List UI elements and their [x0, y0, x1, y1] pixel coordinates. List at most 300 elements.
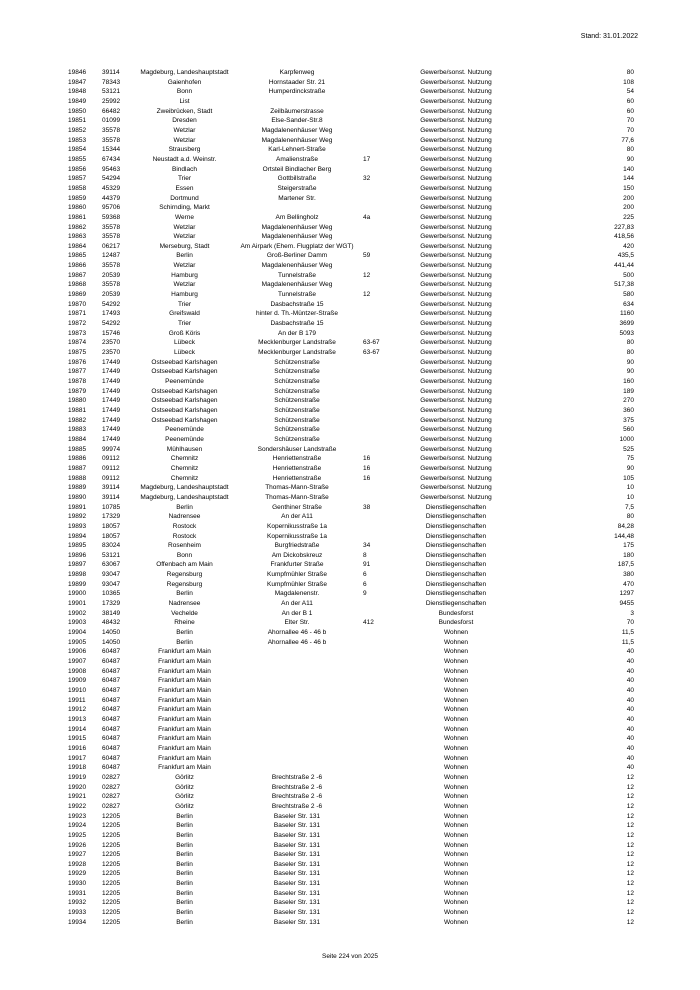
cell-area-value: 10	[626, 484, 634, 492]
cell-city: Frankfurt am Main	[158, 677, 211, 685]
cell-city: Chemnitz	[170, 455, 199, 463]
cell-street: Dasbachstraße 15	[270, 300, 324, 308]
cell-street: Kumpfmühler Straße	[267, 580, 327, 588]
cell-street: Baseler Str. 131	[273, 870, 321, 878]
cell-area-value: 189	[623, 387, 634, 395]
table-row	[68, 319, 636, 329]
cell-city: Rheine	[174, 619, 195, 627]
cell-row-id: 19892	[68, 513, 87, 521]
table-row	[68, 638, 636, 648]
table-row	[68, 232, 636, 242]
cell-area-value: 12	[626, 918, 634, 926]
cell-row-id: 19917	[68, 754, 87, 762]
cell-street: Schützenstraße	[274, 387, 320, 395]
table-row	[68, 358, 636, 368]
cell-postal-code: 12205	[102, 841, 121, 849]
cell-house-number	[357, 223, 401, 233]
cell-area-value: 160	[623, 378, 634, 385]
cell-house-number	[357, 792, 401, 802]
cell-city: Ostseebad Karlshagen	[151, 358, 218, 366]
table-row	[68, 676, 636, 686]
cell-row-id: 19882	[68, 416, 87, 424]
cell-postal-code: 59368	[102, 213, 121, 221]
table-row	[68, 918, 636, 928]
table-row	[68, 396, 636, 406]
cell-row-id: 19921	[68, 793, 87, 801]
cell-row-id: 19886	[68, 455, 87, 463]
cell-postal-code: 20539	[102, 271, 121, 279]
cell-street: Thomas-Mann-Straße	[265, 484, 329, 492]
table-row	[68, 570, 636, 580]
cell-area-value: 40	[626, 764, 634, 772]
cell-house-number	[357, 203, 401, 213]
cell-house-number	[357, 715, 401, 725]
property-table	[68, 68, 636, 927]
cell-area-value: 12	[626, 812, 634, 820]
cell-house-number	[357, 609, 401, 619]
cell-usage-type: Dienstliegenschaften	[425, 551, 487, 559]
table-row	[68, 406, 636, 416]
cell-area-value: 12	[626, 822, 634, 830]
cell-street: Tunnelstraße	[277, 291, 317, 299]
table-row	[68, 78, 636, 88]
table-row	[68, 493, 636, 503]
table-row	[68, 522, 636, 532]
cell-usage-type: Dienstliegenschaften	[425, 522, 487, 530]
cell-area-value: 12	[626, 841, 634, 849]
cell-postal-code: 60487	[102, 725, 121, 733]
cell-house-number	[357, 68, 401, 78]
table-row	[68, 483, 636, 493]
cell-house-number	[357, 184, 401, 194]
cell-usage-type: Gewerbe/sonst. Nutzung	[420, 97, 492, 105]
cell-postal-code: 35578	[102, 136, 121, 144]
cell-street: Magdalenenhäuser Weg	[261, 126, 333, 134]
cell-postal-code: 10365	[102, 590, 121, 598]
cell-usage-type: Wohnen	[443, 918, 469, 926]
cell-area-value: 7,5	[624, 503, 634, 511]
table-row	[68, 734, 636, 744]
table-row	[68, 107, 636, 117]
cell-row-id: 19918	[68, 764, 87, 772]
cell-area-value: 54	[626, 88, 634, 96]
cell-city: Ostseebad Karlshagen	[151, 406, 218, 414]
cell-city: Berlin	[176, 851, 193, 859]
cell-row-id: 19909	[68, 677, 87, 685]
cell-usage-type: Wohnen	[443, 831, 469, 839]
cell-area-value: 80	[626, 339, 634, 347]
cell-postal-code: 17449	[102, 406, 121, 414]
cell-city: Peenemünde	[165, 378, 204, 385]
cell-house-number	[357, 686, 401, 696]
cell-row-id: 19910	[68, 687, 87, 694]
cell-house-number	[357, 416, 401, 426]
cell-row-id: 19915	[68, 735, 87, 743]
cell-usage-type: Bundesforst	[438, 619, 474, 627]
cell-postal-code: 53121	[102, 551, 121, 559]
cell-postal-code: 17329	[102, 600, 121, 608]
stand-date: Stand: 31.01.2022	[580, 33, 638, 40]
cell-row-id: 19858	[68, 184, 87, 192]
cell-house-number	[357, 300, 401, 310]
table-row	[68, 773, 636, 783]
cell-postal-code: 17329	[102, 513, 121, 521]
cell-area-value: 77,6	[621, 136, 634, 144]
cell-usage-type: Gewerbe/sonst. Nutzung	[420, 88, 492, 96]
cell-area-value: 40	[626, 658, 634, 666]
cell-postal-code: 60487	[102, 687, 121, 694]
cell-row-id: 19920	[68, 783, 87, 791]
cell-usage-type: Wohnen	[443, 880, 469, 888]
cell-house-number: 91	[363, 561, 371, 569]
cell-area-value: 418,56	[614, 233, 634, 241]
cell-usage-type: Gewerbe/sonst. Nutzung	[420, 165, 492, 173]
cell-city: Lübeck	[174, 339, 195, 347]
table-row	[68, 831, 636, 841]
cell-row-id: 19866	[68, 262, 87, 270]
cell-area-value: 1297	[619, 590, 634, 598]
cell-row-id: 19859	[68, 194, 87, 202]
cell-street: Schützenstraße	[274, 435, 320, 443]
cell-street: Baseler Str. 131	[273, 860, 321, 868]
cell-city: Berlin	[176, 812, 193, 820]
table-body	[68, 68, 636, 927]
cell-house-number: 38	[363, 503, 371, 511]
cell-city: Görlitz	[175, 783, 194, 791]
cell-street: Baseler Str. 131	[273, 851, 321, 859]
cell-street: Kopernikusstraße 1a	[267, 532, 327, 540]
cell-house-number: 17	[363, 155, 371, 163]
cell-street	[237, 203, 357, 213]
cell-row-id: 19911	[68, 696, 86, 704]
cell-row-id: 19887	[68, 464, 87, 472]
cell-postal-code: 23570	[102, 349, 121, 357]
cell-city: Hamburg	[171, 291, 198, 299]
cell-usage-type: Gewerbe/sonst. Nutzung	[420, 175, 492, 183]
cell-row-id: 19876	[68, 358, 87, 366]
cell-row-id: 19851	[68, 117, 87, 125]
cell-postal-code: 95706	[102, 204, 121, 212]
cell-usage-type: Wohnen	[443, 802, 469, 810]
cell-usage-type: Dienstliegenschaften	[425, 513, 487, 521]
cell-row-id: 19895	[68, 542, 87, 550]
cell-area-value: 634	[623, 300, 634, 308]
cell-postal-code: 17449	[102, 416, 121, 424]
cell-city: Frankfurt am Main	[158, 754, 211, 762]
cell-city: Berlin	[176, 918, 193, 926]
cell-house-number	[357, 898, 401, 908]
cell-street: Henriettenstraße	[272, 474, 322, 482]
page-number: Seite 224 von 2025	[321, 953, 379, 960]
cell-usage-type: Wohnen	[443, 783, 469, 791]
table-row	[68, 348, 636, 358]
cell-postal-code: 17449	[102, 358, 121, 366]
cell-usage-type: Wohnen	[443, 735, 469, 743]
cell-row-id: 19870	[68, 300, 87, 308]
cell-usage-type: Wohnen	[443, 667, 469, 675]
cell-row-id: 19889	[68, 484, 87, 492]
cell-row-id: 19904	[68, 629, 87, 637]
cell-city: Greifswald	[169, 310, 200, 318]
cell-street: Henriettenstraße	[272, 455, 322, 463]
cell-city: Frankfurt am Main	[158, 667, 211, 675]
table-row	[68, 512, 636, 522]
cell-postal-code: 35578	[102, 126, 121, 134]
cell-postal-code: 02827	[102, 783, 121, 791]
cell-row-id: 19862	[68, 223, 87, 231]
cell-row-id: 19908	[68, 667, 87, 675]
cell-street: Frankfurter Straße	[270, 561, 324, 569]
cell-area-value: 375	[623, 416, 634, 424]
cell-house-number	[357, 696, 401, 706]
cell-usage-type: Wohnen	[443, 841, 469, 849]
cell-house-number	[357, 734, 401, 744]
table-row	[68, 136, 636, 146]
cell-postal-code: 01099	[102, 117, 121, 125]
cell-row-id: 19929	[68, 870, 87, 878]
cell-usage-type: Wohnen	[443, 629, 469, 637]
cell-street: Brechtstraße 2 -6	[271, 783, 323, 791]
cell-house-number: 16	[363, 464, 371, 472]
cell-postal-code: 17449	[102, 426, 121, 434]
cell-postal-code: 15344	[102, 146, 121, 154]
cell-street: Schützenstraße	[274, 416, 320, 424]
cell-postal-code: 23570	[102, 339, 121, 347]
cell-house-number	[357, 802, 401, 812]
cell-street	[237, 763, 357, 773]
cell-postal-code: 20539	[102, 291, 121, 299]
cell-house-number: 59	[363, 252, 371, 260]
cell-area-value: 144,48	[614, 532, 634, 540]
cell-house-number	[357, 78, 401, 88]
cell-street: Am Airpark (Ehem. Flugplatz der WGT)	[240, 242, 354, 250]
table-row	[68, 802, 636, 812]
cell-city: Trier	[177, 300, 192, 308]
table-row	[68, 812, 636, 822]
cell-postal-code: 02827	[102, 773, 121, 781]
cell-street: Schützenstraße	[274, 406, 320, 414]
cell-row-id: 19861	[68, 213, 87, 221]
cell-city: Vechelde	[171, 609, 198, 617]
cell-row-id: 19896	[68, 551, 87, 559]
cell-area-value: 40	[626, 696, 634, 704]
cell-row-id: 19897	[68, 561, 87, 569]
cell-area-value: 90	[626, 155, 634, 163]
cell-house-number	[357, 396, 401, 406]
cell-area-value: 80	[626, 349, 634, 357]
cell-postal-code: 12205	[102, 851, 121, 859]
cell-city: Magdeburg, Landeshauptstadt	[140, 69, 229, 76]
cell-house-number	[357, 676, 401, 686]
cell-house-number	[357, 406, 401, 416]
cell-city: Peenemünde	[165, 435, 204, 443]
cell-usage-type: Gewerbe/sonst. Nutzung	[420, 349, 492, 357]
cell-area-value: 3	[630, 609, 634, 617]
cell-city: Wetzlar	[173, 223, 196, 231]
cell-row-id: 19856	[68, 165, 87, 173]
cell-row-id: 19900	[68, 590, 87, 598]
cell-street: Magdalenenhäuser Weg	[261, 281, 333, 289]
cell-usage-type: Wohnen	[443, 715, 469, 723]
cell-house-number	[357, 319, 401, 329]
cell-street: Sondershäuser Landstraße	[257, 445, 337, 453]
cell-usage-type: Gewerbe/sonst. Nutzung	[420, 455, 492, 463]
cell-house-number	[357, 377, 401, 387]
cell-postal-code: 12205	[102, 880, 121, 888]
cell-city: Berlin	[176, 590, 193, 598]
cell-row-id: 19931	[68, 889, 87, 897]
cell-row-id: 19847	[68, 78, 87, 86]
cell-city: Wetzlar	[173, 136, 196, 144]
cell-postal-code: 60487	[102, 706, 121, 714]
cell-postal-code: 54292	[102, 300, 121, 308]
table-row	[68, 580, 636, 590]
cell-area-value: 525	[623, 445, 634, 453]
cell-usage-type: Gewerbe/sonst. Nutzung	[420, 271, 492, 279]
cell-street: Magdalenenhäuser Weg	[261, 136, 333, 144]
cell-usage-type: Gewerbe/sonst. Nutzung	[420, 194, 492, 202]
cell-house-number: 12	[363, 291, 371, 299]
cell-area-value: 40	[626, 744, 634, 752]
cell-street	[237, 715, 357, 725]
cell-street: Ahornallee 46 - 46 b	[267, 629, 327, 637]
cell-city: Regensburg	[166, 580, 203, 588]
cell-city: Lübeck	[174, 349, 195, 357]
cell-house-number	[357, 647, 401, 657]
cell-area-value: 175	[623, 542, 634, 550]
cell-area-value: 12	[626, 889, 634, 897]
table-row	[68, 744, 636, 754]
cell-postal-code: 60487	[102, 658, 121, 666]
cell-postal-code: 35578	[102, 223, 121, 231]
cell-city: Frankfurt am Main	[158, 725, 211, 733]
cell-postal-code: 09112	[102, 464, 120, 472]
cell-usage-type: Gewerbe/sonst. Nutzung	[420, 474, 492, 482]
cell-postal-code: 35578	[102, 262, 121, 270]
cell-postal-code: 12487	[102, 252, 121, 260]
cell-house-number	[357, 773, 401, 783]
cell-row-id: 19863	[68, 233, 87, 241]
table-row	[68, 251, 636, 261]
cell-area-value: 560	[623, 426, 634, 434]
cell-postal-code: 12205	[102, 831, 121, 839]
cell-street: Mecklenburger Landstraße	[258, 349, 336, 357]
cell-row-id: 19871	[68, 310, 87, 318]
cell-postal-code: 02827	[102, 802, 121, 810]
cell-postal-code: 66482	[102, 107, 121, 115]
cell-row-id: 19919	[68, 773, 87, 781]
cell-postal-code: 12205	[102, 899, 121, 907]
cell-postal-code: 63067	[102, 561, 121, 569]
cell-area-value: 12	[626, 793, 634, 801]
cell-postal-code: 17449	[102, 397, 121, 405]
cell-area-value: 40	[626, 687, 634, 694]
cell-house-number: 9	[363, 590, 367, 598]
cell-postal-code: 12205	[102, 870, 121, 878]
table-row	[68, 599, 636, 609]
table-row	[68, 97, 636, 107]
cell-postal-code: 60487	[102, 735, 121, 743]
table-row	[68, 667, 636, 677]
cell-city: Magdeburg, Landeshauptstadt	[140, 484, 229, 492]
cell-usage-type: Gewerbe/sonst. Nutzung	[420, 281, 492, 289]
table-row	[68, 126, 636, 136]
cell-usage-type: Wohnen	[443, 744, 469, 752]
cell-city: Berlin	[176, 889, 193, 897]
cell-house-number	[357, 512, 401, 522]
cell-row-id: 19860	[68, 204, 87, 212]
cell-house-number	[357, 869, 401, 879]
cell-street: An der A11	[281, 513, 313, 521]
cell-house-number	[357, 532, 401, 542]
cell-city: Trier	[177, 320, 192, 328]
cell-usage-type: Wohnen	[443, 638, 469, 646]
table-row	[68, 280, 636, 290]
cell-house-number	[357, 145, 401, 155]
cell-row-id: 19926	[68, 841, 87, 849]
cell-usage-type: Gewerbe/sonst. Nutzung	[420, 223, 492, 231]
cell-usage-type: Wohnen	[443, 687, 469, 694]
cell-city: Dortmund	[170, 194, 199, 202]
cell-city: Berlin	[176, 822, 193, 830]
cell-usage-type: Wohnen	[443, 860, 469, 868]
cell-postal-code: 10785	[102, 503, 121, 511]
cell-postal-code: 12205	[102, 860, 121, 868]
cell-usage-type: Dienstliegenschaften	[425, 580, 487, 588]
cell-area-value: 90	[626, 464, 634, 472]
cell-city: Magdeburg, Landeshauptstadt	[140, 493, 229, 501]
cell-city: Berlin	[176, 841, 193, 849]
cell-street: Thomas-Mann-Straße	[265, 493, 329, 501]
cell-postal-code: 17449	[102, 378, 121, 385]
cell-area-value: 5093	[619, 329, 634, 337]
cell-row-id: 19857	[68, 175, 87, 183]
cell-area-value: 270	[623, 397, 634, 405]
cell-street	[237, 734, 357, 744]
table-row	[68, 155, 636, 165]
cell-area-value: 70	[626, 619, 634, 627]
cell-city: Berlin	[176, 860, 193, 868]
cell-house-number	[357, 860, 401, 870]
cell-postal-code: 60487	[102, 677, 121, 685]
cell-row-id: 19869	[68, 291, 87, 299]
cell-usage-type: Gewerbe/sonst. Nutzung	[420, 368, 492, 376]
cell-house-number	[357, 194, 401, 204]
table-row	[68, 869, 636, 879]
cell-street: Baseler Str. 131	[273, 841, 321, 849]
table-row	[68, 657, 636, 667]
cell-postal-code: 18057	[102, 532, 121, 540]
table-row	[68, 560, 636, 570]
cell-city: Berlin	[176, 899, 193, 907]
cell-postal-code: 18057	[102, 522, 121, 530]
cell-usage-type: Wohnen	[443, 677, 469, 685]
cell-city: Gaienhofen	[167, 78, 202, 86]
cell-street: Am Bellingholz	[275, 213, 319, 221]
cell-row-id: 19879	[68, 387, 87, 395]
cell-usage-type: Dienstliegenschaften	[425, 542, 487, 550]
cell-street: Schützenstraße	[274, 397, 320, 405]
cell-area-value: 12	[626, 802, 634, 810]
cell-city: Frankfurt am Main	[158, 658, 211, 666]
cell-postal-code: 09112	[102, 474, 120, 482]
cell-street	[237, 667, 357, 677]
cell-street: Gottbillstraße	[277, 175, 317, 183]
table-row	[68, 783, 636, 793]
cell-house-number	[357, 841, 401, 851]
table-row	[68, 367, 636, 377]
table-row	[68, 541, 636, 551]
